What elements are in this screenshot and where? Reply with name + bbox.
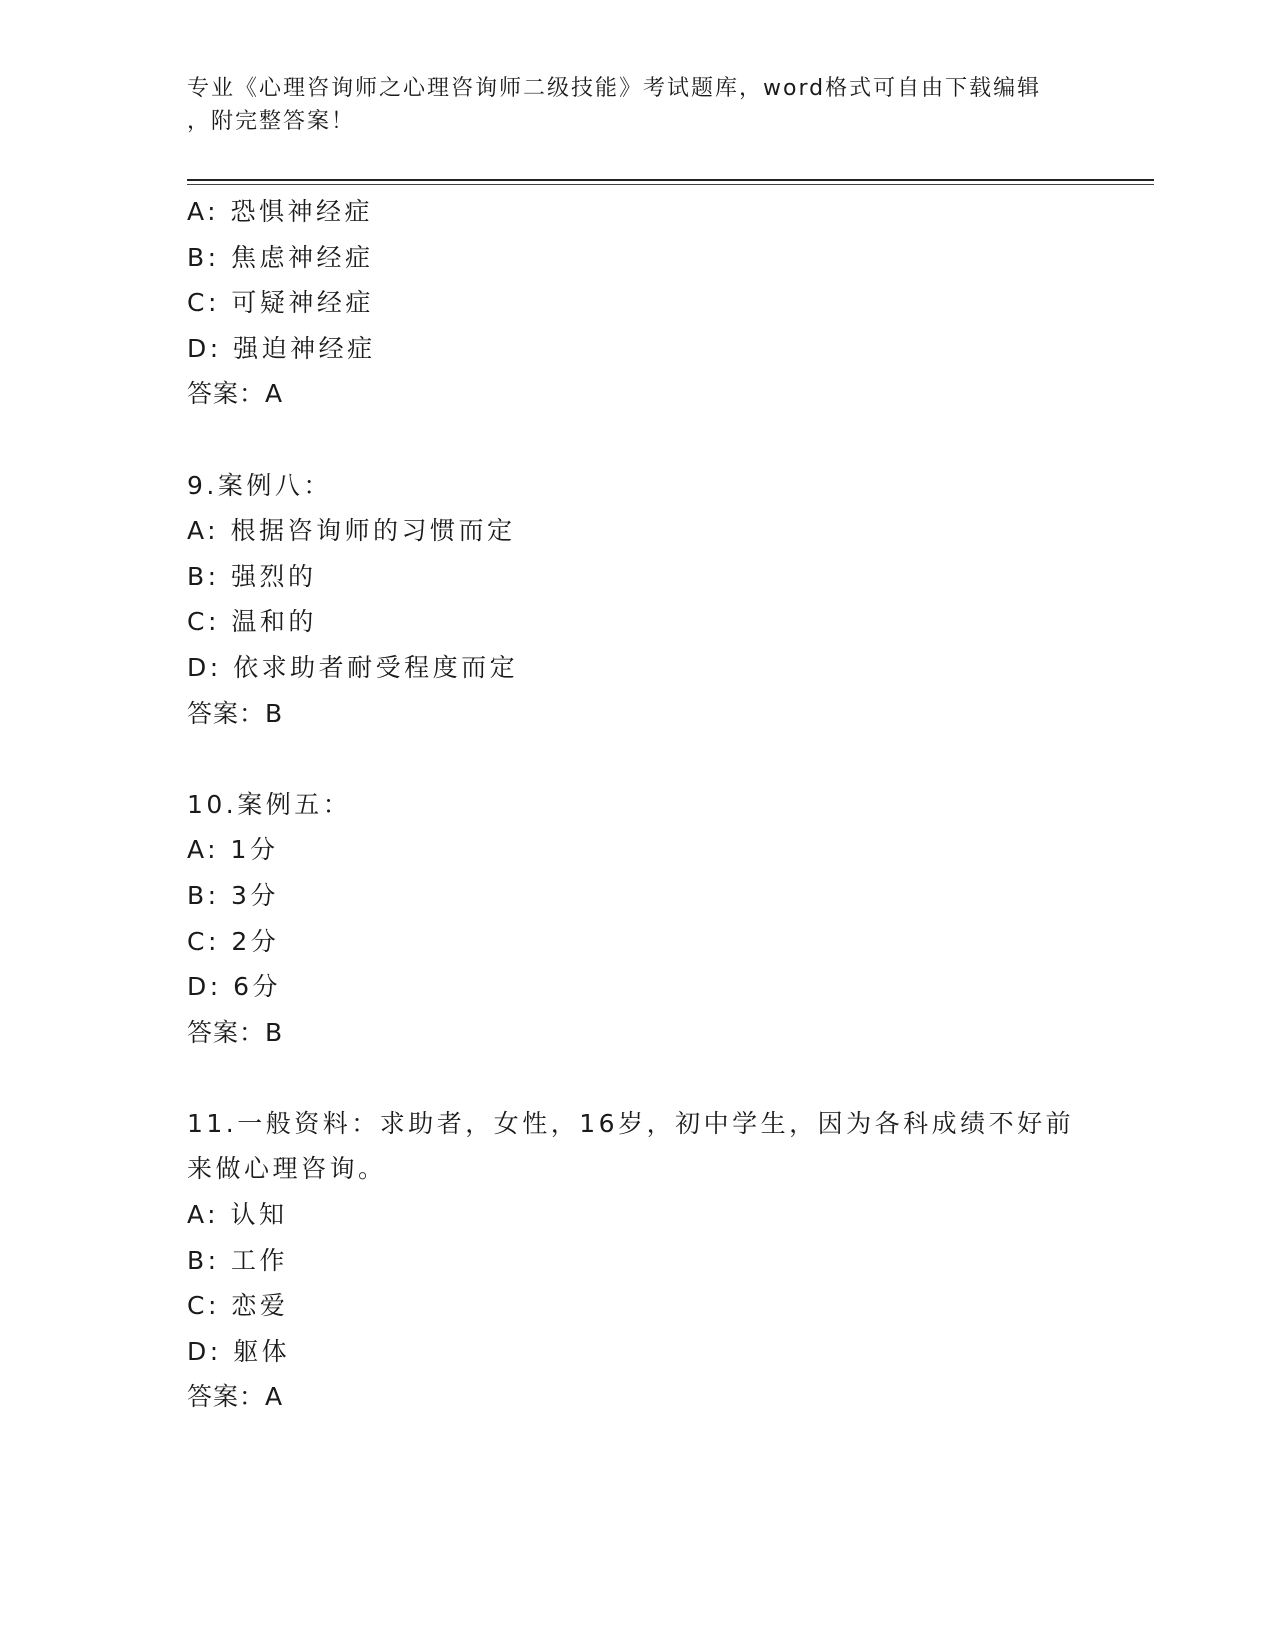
option-b	[187, 873, 1087, 919]
document-header	[187, 72, 1087, 138]
option-letter: D:	[187, 972, 222, 1002]
option-letter: D:	[187, 333, 222, 363]
option-letter: A:	[187, 1200, 220, 1230]
spacer	[187, 417, 1087, 463]
question-list	[187, 189, 1087, 1420]
question-title: 9.案例八：	[187, 470, 332, 500]
option-a	[187, 1192, 1087, 1238]
option-text: 恋爱	[231, 1291, 289, 1321]
question-block-prev	[187, 189, 1087, 417]
option-letter: D:	[187, 652, 222, 682]
answer-line: 答案：A	[187, 1382, 284, 1412]
question-title	[187, 1101, 1087, 1192]
option-text: 2分	[231, 926, 280, 956]
question-block-11	[187, 1101, 1087, 1420]
option-letter: C:	[187, 607, 220, 637]
header-divider-thick	[187, 179, 1154, 181]
header-line-2: ，附完整答案！	[187, 109, 356, 134]
option-b	[187, 554, 1087, 600]
option-letter: A:	[187, 516, 220, 546]
spacer	[187, 1055, 1087, 1101]
option-text: 焦虑神经症	[231, 242, 374, 272]
option-text: 依求助者耐受程度而定	[233, 652, 519, 682]
option-d	[187, 964, 1087, 1010]
option-text: 6分	[233, 972, 282, 1002]
option-letter: B:	[187, 242, 220, 272]
question-title: 10.案例五：	[187, 789, 352, 819]
option-letter: B:	[187, 880, 220, 910]
option-text: 恐惧神经症	[230, 197, 374, 226]
option-text: 强迫神经症	[233, 333, 376, 363]
option-letter: A:	[187, 197, 220, 226]
option-letter: B:	[187, 1245, 220, 1275]
option-letter: A:	[187, 835, 220, 865]
option-c	[187, 599, 1087, 645]
question-block-9	[187, 463, 1087, 737]
option-text: 温和的	[231, 607, 317, 637]
option-letter: B:	[187, 561, 220, 591]
option-a	[187, 189, 1087, 235]
option-letter: C:	[187, 926, 220, 956]
question-title-line-1: 11.一般资料：求助者，女性，16岁，初中学生，因为各科成绩不好前	[187, 1108, 1075, 1138]
option-text: 认知	[230, 1200, 288, 1230]
option-d	[187, 326, 1087, 372]
question-block-10	[187, 782, 1087, 1056]
option-letter: D:	[187, 1336, 222, 1366]
option-text: 可疑神经症	[231, 288, 374, 318]
spacer	[187, 736, 1087, 782]
option-d	[187, 1329, 1087, 1375]
option-a	[187, 827, 1087, 873]
option-text: 强烈的	[231, 561, 317, 591]
option-c	[187, 280, 1087, 326]
option-b	[187, 1238, 1087, 1284]
answer-line: 答案：A	[187, 379, 284, 409]
question-title-line-2: 来做心理咨询。	[187, 1154, 387, 1184]
option-text: 根据咨询师的习惯而定	[230, 516, 516, 546]
answer-line: 答案：B	[187, 1017, 284, 1047]
header-line-1: 专业《心理咨询师之心理咨询师二级技能》考试题库，word格式可自由下载编辑	[187, 76, 1042, 101]
option-text: 工作	[231, 1245, 289, 1275]
option-letter: C:	[187, 1291, 220, 1321]
option-b	[187, 235, 1087, 281]
option-c	[187, 1283, 1087, 1329]
option-d	[187, 645, 1087, 691]
answer-line: 答案：B	[187, 698, 284, 728]
option-c	[187, 919, 1087, 965]
option-text: 1分	[230, 835, 279, 865]
option-a	[187, 508, 1087, 554]
header-divider-thin	[187, 184, 1154, 185]
option-text: 躯体	[233, 1336, 291, 1366]
option-text: 3分	[231, 880, 279, 910]
option-letter: C:	[187, 288, 220, 318]
